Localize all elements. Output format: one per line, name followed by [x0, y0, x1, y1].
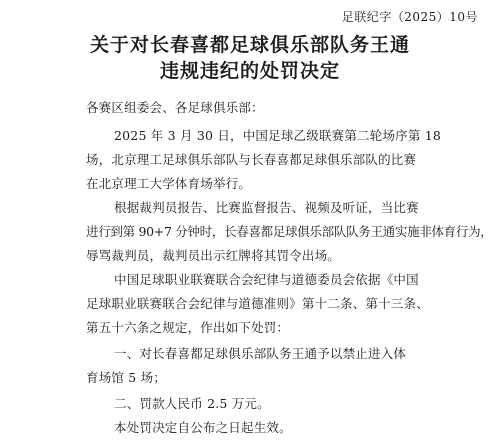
paragraph-line: 中国足球职业联赛联合会纪律与道德委员会依据《中国 [114, 272, 419, 287]
paragraph-line: 足球职业联赛联合会纪律与道德准则》第十二条、第十三条、 [86, 296, 429, 311]
paragraph-line: 2025 年 3 月 30 日，中国足球乙级联赛第二轮场序第 18 [114, 128, 442, 143]
effective-statement: 本处罚决定自公布之日起生效。 [114, 420, 292, 435]
paragraph-line: 在北京理工大学体育场举行。 [86, 176, 252, 191]
penalty-item-1-continued: 育场馆 5 场； [86, 370, 166, 385]
paragraph-line: 进行到第 90+7 分钟时，长春喜都足球俱乐部队队务王通实施非体育行为， [86, 224, 493, 239]
paragraph-line: 第五十六条之规定，作出如下处罚： [86, 320, 290, 335]
paragraph-line: 场，北京理工足球俱乐部队与长春喜都足球俱乐部队的比赛 [86, 152, 417, 167]
penalty-item-1: 一、对长春喜都足球俱乐部队务王通予以禁止进入体 [114, 346, 407, 361]
paragraph-line: 辱骂裁判员，裁判员出示红牌将其罚令出场。 [86, 248, 341, 263]
penalty-item-2: 二、罚款人民币 2.5 万元。 [114, 396, 270, 411]
document-title-line-2: 违规违纪的处罚决定 [159, 60, 340, 82]
document-number: 足联纪字（2025）10号 [341, 10, 478, 24]
salutation: 各赛区组委会、各足球俱乐部： [86, 100, 264, 115]
paragraph-line: 根据裁判员报告、比赛监督报告、视频及听证，当比赛 [114, 200, 419, 215]
document-title-line-1: 关于对长春喜都足球俱乐部队务王通 [89, 34, 410, 56]
